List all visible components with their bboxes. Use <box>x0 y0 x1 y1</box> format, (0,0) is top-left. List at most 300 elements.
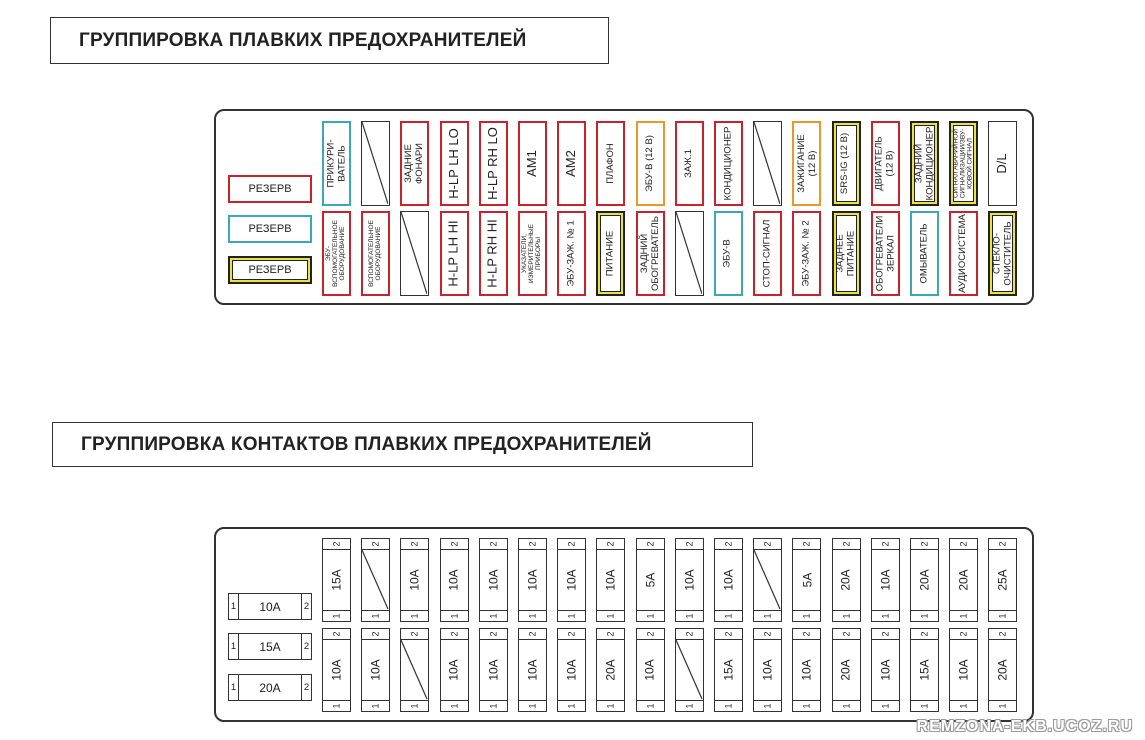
terminal-1-label: 1 <box>488 613 499 619</box>
fuse-label-line: ПРИКУРИ- <box>324 139 336 188</box>
fuse-rating: 10A <box>486 659 501 681</box>
fuse-rating: 20A <box>917 569 932 591</box>
terminal-1-label: 1 <box>919 703 930 709</box>
fuse-label-line: ЗАДНЕЕ <box>834 234 846 273</box>
terminal-2-label: 2 <box>331 541 342 547</box>
fuse-slot <box>518 121 547 206</box>
terminal-1-label: 1 <box>997 613 1008 619</box>
fuse-contact <box>636 538 665 622</box>
fuse-contact <box>400 538 429 622</box>
fuse-label-line: H-LP RH LO <box>484 127 500 200</box>
contact-body <box>833 640 860 700</box>
fuse-rating: 25A <box>995 569 1010 591</box>
terminal-2 <box>676 539 703 550</box>
terminal-2-label: 2 <box>645 631 656 637</box>
fuse-label <box>990 221 1015 285</box>
terminal-1 <box>872 610 899 621</box>
fuse-rating: 10A <box>525 659 540 681</box>
fuse-slot <box>949 121 978 206</box>
terminal-2 <box>676 629 703 640</box>
terminal-2-label: 2 <box>919 631 930 637</box>
fuse-label <box>873 216 898 292</box>
terminal-2 <box>362 629 389 640</box>
terminal-1-label: 1 <box>684 703 695 709</box>
fuse-slot <box>479 211 508 296</box>
fuse-slot <box>596 121 625 206</box>
fuse-contact <box>518 538 547 622</box>
terminal-1 <box>480 700 507 711</box>
fuse-rating: 10A <box>878 569 893 591</box>
fuse-label <box>520 150 545 177</box>
fuse-label-line: ОБОРУДОВАНИЕ <box>338 226 346 281</box>
fuse-slot <box>557 121 586 206</box>
terminal-1: 1 <box>229 675 239 700</box>
fuse-slot <box>400 121 429 206</box>
fuse-rating: 20A <box>995 659 1010 681</box>
fuse-slot <box>322 121 351 206</box>
fuse-label-line: ВСПОМОГАТЕЛЬНОЕ <box>367 220 375 287</box>
fuse-slot <box>832 121 861 206</box>
terminal-1 <box>793 700 820 711</box>
fuse-contact <box>440 628 469 712</box>
contact-body <box>715 550 742 610</box>
fuse-label <box>951 129 976 199</box>
fuse-label <box>598 231 623 277</box>
fuse-contact <box>714 628 743 712</box>
terminal-2-label: 2 <box>723 541 734 547</box>
terminal-1 <box>793 610 820 621</box>
terminal-1 <box>441 700 468 711</box>
fuse-label-line: ЭБУ-В <box>722 239 734 268</box>
terminal-2 <box>911 629 938 640</box>
terminal-2-label: 2 <box>488 631 499 637</box>
terminal-2-label: 2 <box>527 541 538 547</box>
terminal-2-label: 2 <box>997 631 1008 637</box>
fuse-rating: 10A <box>259 599 281 614</box>
terminal-2 <box>597 539 624 550</box>
terminal-1 <box>597 700 624 711</box>
terminal-2-label: 2 <box>684 541 695 547</box>
fuse-label <box>677 149 702 178</box>
fuse-label-line: ДВИГАТЕЛЬ <box>873 136 885 191</box>
terminal-1-label: 1 <box>409 613 420 619</box>
fuse-rating: 5A <box>799 572 814 588</box>
fuse-contact <box>714 538 743 622</box>
fuse-slot <box>792 121 821 206</box>
terminal-2 <box>989 629 1016 640</box>
fuse-grouping-title-text: ГРУППИРОВКА ПЛАВКИХ ПРЕДОХРАНИТЕЛЕЙ <box>79 29 527 51</box>
terminal-1 <box>441 610 468 621</box>
terminal-2 <box>793 629 820 640</box>
terminal-2 <box>401 629 428 640</box>
fuse-label <box>912 224 937 284</box>
terminal-1 <box>558 700 585 711</box>
fuse-label <box>716 239 741 267</box>
terminal-2-label: 2 <box>801 631 812 637</box>
fuse-contact <box>361 628 390 712</box>
terminal-1-label: 1 <box>449 703 460 709</box>
fuse-rating: 15A <box>259 639 281 654</box>
terminal-2-label: 2 <box>449 541 460 547</box>
contact-grouping-title-text: ГРУППИРОВКА КОНТАКТОВ ПЛАВКИХ ПРЕДОХРАНИТЕЛЕЙ <box>81 433 652 455</box>
terminal-2-label: 2 <box>684 631 695 637</box>
terminal-1 <box>676 700 703 711</box>
fuse-rating: 15A <box>917 659 932 681</box>
terminal-2 <box>833 539 860 550</box>
terminal-2: 2 <box>301 675 311 700</box>
terminal-2 <box>323 539 350 550</box>
contact-body <box>597 550 624 610</box>
fuse-label-line: ЭБУ-ЗАЖ. № 2 <box>800 220 812 287</box>
fuse-slot <box>871 121 900 206</box>
fuse-label <box>638 135 663 192</box>
contact-body <box>989 550 1016 610</box>
fuse-slot <box>596 211 625 296</box>
terminal-1-label: 1 <box>409 703 420 709</box>
fuse-label <box>794 134 819 193</box>
terminal-2-label: 2 <box>919 541 930 547</box>
terminal-1 <box>519 610 546 621</box>
terminal-2: 2 <box>301 634 311 659</box>
fuse-slot <box>557 211 586 296</box>
fuse-label-line: H-LP LH LO <box>445 128 461 199</box>
fuse-label <box>638 216 663 291</box>
terminal-1-label: 1 <box>997 703 1008 709</box>
terminal-1-label: 1 <box>841 613 852 619</box>
terminal-2-label: 2 <box>801 541 812 547</box>
contact-body <box>519 640 546 700</box>
fuse-label <box>481 127 506 200</box>
terminal-2-label: 2 <box>762 541 773 547</box>
fuse-contact <box>479 538 508 622</box>
terminal-1-label: 1 <box>958 613 969 619</box>
terminal-1-label: 1 <box>527 703 538 709</box>
fuse-contact <box>832 628 861 712</box>
terminal-2-label: 2 <box>997 541 1008 547</box>
fuse-label-line: (12 В) <box>884 150 896 177</box>
fuse-rating: 5A <box>643 572 658 588</box>
fuse-label-line: ЭБУ-В (12 В) <box>643 135 655 192</box>
fuse-slot <box>988 121 1017 206</box>
fuse-label-line: ПИТАНИЕ <box>604 230 616 277</box>
terminal-2 <box>558 629 585 640</box>
contact-body <box>441 640 468 700</box>
terminal-1 <box>950 610 977 621</box>
terminal-1-label: 1 <box>841 703 852 709</box>
fuse-label-line: ЗАДНИЕ <box>402 144 414 183</box>
fuse-label-line: AM2 <box>563 150 579 177</box>
fuse-label-line: SRS-IG (12 В) <box>839 132 851 195</box>
terminal-2 <box>950 629 977 640</box>
terminal-2-label: 2 <box>370 541 381 547</box>
terminal-1 <box>480 610 507 621</box>
terminal-2-label: 2 <box>880 541 891 547</box>
fuse-label <box>794 220 819 286</box>
diagonal-slash <box>362 122 388 204</box>
fuse-slot <box>361 121 390 206</box>
fuse-contact <box>675 538 704 622</box>
fuse-slot <box>714 211 743 296</box>
fuse-label-line: ЗАЖИГАНИЕ <box>794 134 806 193</box>
fuse-slot <box>988 211 1017 296</box>
fuse-rating: 10A <box>447 569 462 591</box>
fuse-slot <box>949 211 978 296</box>
terminal-2 <box>558 539 585 550</box>
terminal-1 <box>558 610 585 621</box>
terminal-2 <box>480 629 507 640</box>
fuse-label-line: УКАЗАТЕЛИ, <box>521 234 529 273</box>
fuse-label <box>402 143 427 184</box>
fuse-label-line: ВАТЕЛЬ <box>335 145 347 182</box>
fuse-rating: 10A <box>564 659 579 681</box>
contact-body <box>793 640 820 700</box>
terminal-1-label: 1 <box>762 613 773 619</box>
contact-body <box>715 640 742 700</box>
fuse-rating: 10A <box>329 659 344 681</box>
fuse-contact <box>753 538 782 622</box>
terminal-2-label: 2 <box>958 541 969 547</box>
fuse-label-line: ЗАДНИЙ <box>638 233 650 274</box>
terminal-2 <box>754 629 781 640</box>
contact-body <box>558 550 585 610</box>
fuse-label <box>834 231 859 277</box>
terminal-2-label: 2 <box>762 631 773 637</box>
terminal-2 <box>715 539 742 550</box>
spare-contact <box>228 633 312 660</box>
terminal-1 <box>989 700 1016 711</box>
fuse-slot <box>714 121 743 206</box>
contact-body <box>323 640 350 700</box>
watermark: REMZONA-EKB.UCOZ.RU <box>916 718 1133 735</box>
terminal-2 <box>872 629 899 640</box>
terminal-2-label: 2 <box>449 631 460 637</box>
fuse-label-line: ПЛАФОН <box>604 143 616 184</box>
fuse-contact <box>949 538 978 622</box>
spare-fuse-label: РЕЗЕРВ <box>248 223 292 235</box>
diagonal-slash <box>676 212 702 294</box>
fuse-contact <box>949 628 978 712</box>
terminal-1 <box>911 610 938 621</box>
fuse-rating: 15A <box>721 659 736 681</box>
fuse-label-line: ФОНАРИ <box>413 143 425 184</box>
spare-contact <box>228 674 312 701</box>
terminal-2 <box>362 539 389 550</box>
terminal-2 <box>637 539 664 550</box>
fuse-rating: 20A <box>956 569 971 591</box>
fuse-label <box>559 220 584 286</box>
fuse-contact <box>636 628 665 712</box>
terminal-1-label: 1 <box>880 613 891 619</box>
terminal-2-label: 2 <box>566 631 577 637</box>
diagonal-slash <box>401 640 428 700</box>
fuse-label-line: H-LP RH HI <box>484 219 500 288</box>
diagonal-slash <box>676 640 703 700</box>
terminal-2 <box>872 539 899 550</box>
fuse-contact <box>792 628 821 712</box>
terminal-2 <box>480 539 507 550</box>
contact-body <box>872 640 899 700</box>
terminal-1-label: 1 <box>527 613 538 619</box>
fuse-label-line: ЗЕРКАЛ <box>884 235 896 272</box>
terminal-1-label: 1 <box>801 703 812 709</box>
terminal-1 <box>519 700 546 711</box>
fuse-rating: 10A <box>721 569 736 591</box>
terminal-1 <box>676 610 703 621</box>
terminal-1-label: 1 <box>762 703 773 709</box>
terminal-2 <box>441 539 468 550</box>
contact-body <box>754 640 781 700</box>
fuse-label <box>559 150 584 177</box>
fuse-contact <box>871 628 900 712</box>
terminal-2-label: 2 <box>488 541 499 547</box>
terminal-1-label: 1 <box>488 703 499 709</box>
fuse-label <box>990 150 1015 177</box>
fuse-rating: 10A <box>486 569 501 591</box>
terminal-1 <box>362 610 389 621</box>
spare-contact <box>228 593 312 620</box>
fuse-label <box>873 136 898 190</box>
contact-body <box>480 640 507 700</box>
terminal-2 <box>833 629 860 640</box>
fuse-slot <box>910 211 939 296</box>
spare-fuse <box>228 175 312 203</box>
contact-body <box>950 640 977 700</box>
fuse-contact <box>596 628 625 712</box>
fuse-rating: 20A <box>839 569 854 591</box>
terminal-1-label: 1 <box>449 613 460 619</box>
fuse-contact <box>988 538 1017 622</box>
terminal-2 <box>519 629 546 640</box>
fuse-slot <box>636 211 665 296</box>
fuse-label <box>442 220 467 286</box>
fuse-rating: 10A <box>564 569 579 591</box>
terminal-1 <box>872 700 899 711</box>
fuse-contact <box>910 628 939 712</box>
fuse-slot <box>440 211 469 296</box>
terminal-2 <box>793 539 820 550</box>
terminal-2 <box>519 539 546 550</box>
fuse-slot <box>792 211 821 296</box>
fuse-rating: 10A <box>643 659 658 681</box>
spare-fuse <box>228 215 312 243</box>
fuse-rating: 10A <box>760 659 775 681</box>
terminal-1 <box>401 610 428 621</box>
terminal-1 <box>323 700 350 711</box>
fuse-label-line: ПРИБОРЫ <box>534 236 542 271</box>
terminal-1-label: 1 <box>880 703 891 709</box>
fuse-label-line: H-LP LH HI <box>445 220 461 287</box>
fuse-contact <box>871 538 900 622</box>
contact-body <box>872 550 899 610</box>
fuse-slot <box>518 211 547 296</box>
fuse-slot <box>675 211 704 296</box>
fuse-slot <box>753 211 782 296</box>
terminal-2-label: 2 <box>645 541 656 547</box>
fuse-label-line: КОНДИЦИОНЕР <box>923 126 935 201</box>
terminal-1 <box>911 700 938 711</box>
terminal-1 <box>989 610 1016 621</box>
fuse-label-line: АУДИОСИСТЕМА <box>957 214 969 293</box>
fuse-contact <box>479 628 508 712</box>
terminal-1-label: 1 <box>645 703 656 709</box>
terminal-1 <box>715 700 742 711</box>
fuse-rating: 15A <box>329 569 344 591</box>
fuse-label-line: ОМЫВАТЕЛЬ <box>918 223 930 284</box>
contact-body <box>597 640 624 700</box>
terminal-1 <box>833 700 860 711</box>
fuse-rating: 10A <box>407 569 422 591</box>
contact-body <box>401 550 428 610</box>
fuse-rating: 10A <box>878 659 893 681</box>
diagonal-slash <box>754 122 780 204</box>
fuse-contact <box>832 538 861 622</box>
contact-body <box>558 640 585 700</box>
diagonal-slash <box>401 212 427 294</box>
terminal-1 <box>637 700 664 711</box>
terminal-2 <box>441 629 468 640</box>
fuse-contact <box>557 538 586 622</box>
fuse-contact <box>440 538 469 622</box>
fuse-label-line: ВСПОМОГАТЕЛЬНОЕ <box>332 220 340 287</box>
terminal-1 <box>754 700 781 711</box>
fuse-contact <box>988 628 1017 712</box>
terminal-1 <box>323 610 350 621</box>
fuse-contact <box>753 628 782 712</box>
contact-body <box>401 640 428 700</box>
contact-body <box>637 640 664 700</box>
fuse-label-line: СИГНАЛ АВАРИЙНОЙ <box>952 128 960 199</box>
terminal-2-label: 2 <box>409 631 420 637</box>
contact-body <box>362 550 389 610</box>
fuse-label-line: ОБОРУДОВАНИЕ <box>374 226 382 281</box>
contact-body <box>950 550 977 610</box>
contact-body <box>519 550 546 610</box>
terminal-1-label: 1 <box>723 703 734 709</box>
terminal-2 <box>715 629 742 640</box>
terminal-2 <box>950 539 977 550</box>
fuse-label-line: ОБОГРЕВАТЕЛЬ <box>649 216 661 291</box>
terminal-2: 2 <box>301 594 311 619</box>
fuse-contact <box>596 538 625 622</box>
terminal-1 <box>754 610 781 621</box>
fuse-label-line: КОНДИЦИОНЕР <box>722 126 734 201</box>
terminal-1-label: 1 <box>370 613 381 619</box>
fuse-contact <box>792 538 821 622</box>
fuse-contact <box>557 628 586 712</box>
terminal-1 <box>833 610 860 621</box>
terminal-1 <box>715 610 742 621</box>
fuse-label-line: КОВОЙ СИГНАЛ <box>966 138 974 189</box>
fuse-label <box>481 219 506 287</box>
fuse-slot <box>871 211 900 296</box>
fuse-rating: 20A <box>603 659 618 681</box>
fuse-slot <box>910 121 939 206</box>
terminal-1-label: 1 <box>684 613 695 619</box>
fuse-label-line: (12 В) <box>805 150 817 177</box>
fuse-label <box>834 133 859 194</box>
fuse-rating: 20A <box>259 680 281 695</box>
fuse-rating: 10A <box>368 659 383 681</box>
terminal-1: 1 <box>229 634 239 659</box>
terminal-2-label: 2 <box>409 541 420 547</box>
contact-body <box>754 550 781 610</box>
fuse-label <box>520 224 545 283</box>
terminal-2-label: 2 <box>370 631 381 637</box>
contact-body <box>793 550 820 610</box>
terminal-2 <box>597 629 624 640</box>
fuse-slot <box>361 211 390 296</box>
fuse-label-line: ЗАЖ.1 <box>682 149 694 178</box>
